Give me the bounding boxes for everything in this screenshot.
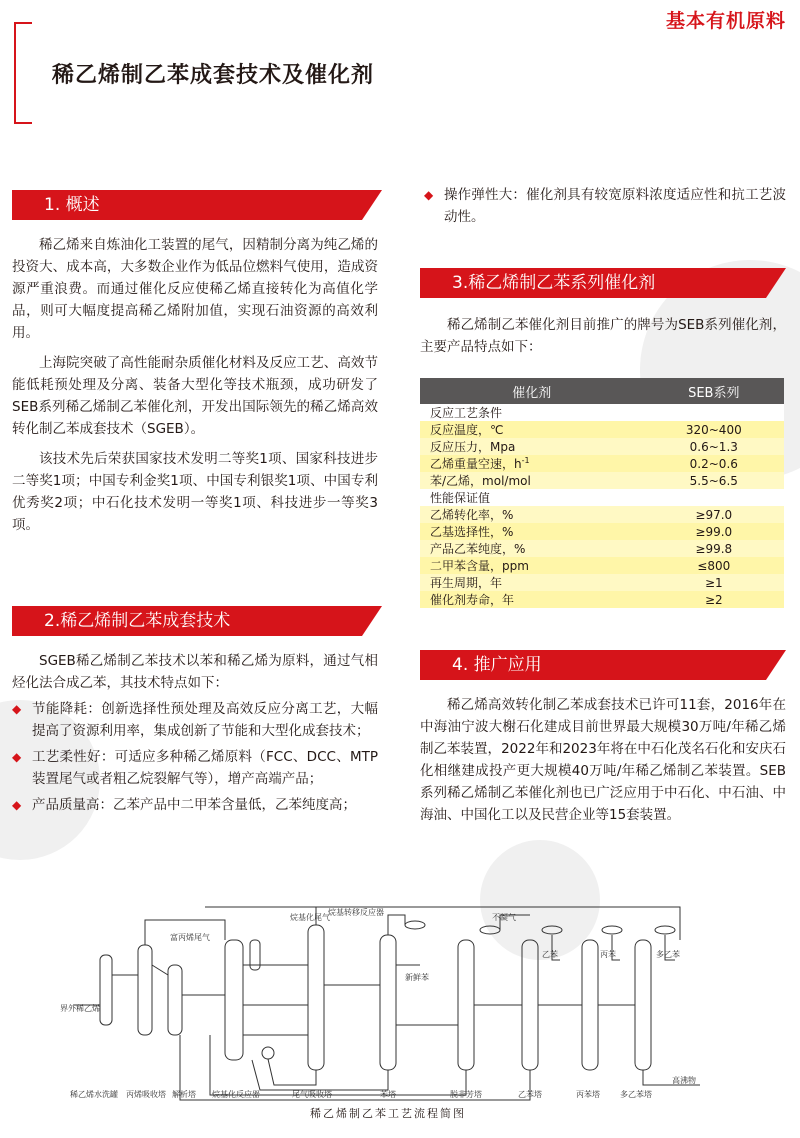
table-cell-value: ≤800	[644, 557, 784, 574]
table-cell-name: 反应压力，Mpa	[420, 438, 644, 455]
diagram-label-feed: 界外稀乙烯	[60, 1004, 100, 1013]
diagram-caption: 稀乙烯制乙苯工艺流程简图	[310, 1107, 466, 1120]
table-header-series: SEB系列	[644, 378, 784, 404]
table-row	[420, 421, 784, 438]
feature-bullet	[12, 698, 378, 742]
feature-bullet	[12, 746, 378, 790]
application-paragraph: 稀乙烯高效转化制乙苯成套技术已许可11套，2016年在中海油宁波大榭石化建成目前世界最大规模30万吨/年稀乙烯制乙苯装置，2022年和2023年将在中石化茂名石化和安庆石化相继建成投产更大规模40万吨/年稀乙烯制乙苯装置。SEB系列稀乙烯制乙苯催化剂也已广泛应用于中石化、中石油、中海油、中国化工以及民营企业等15套装置。	[420, 697, 786, 823]
process-flow-diagram	[60, 885, 750, 1125]
wash-drum-shape	[100, 955, 112, 1025]
dearom-column-shape	[458, 940, 474, 1070]
diagram-label-eb: 乙苯	[542, 950, 558, 959]
feature-bullet	[12, 794, 378, 816]
table-cell-value: ≥2	[644, 591, 784, 608]
section-heading-text: 2.稀乙烯制乙苯成套技术	[44, 611, 231, 631]
table-row	[420, 472, 784, 489]
table-group-label: 反应工艺条件	[420, 404, 784, 421]
table-row	[420, 591, 784, 608]
diagram-label-hb: 高沸物	[672, 1076, 696, 1085]
peb-column-shape	[635, 940, 651, 1070]
table-row	[420, 523, 784, 540]
section-heading-text: 3.稀乙烯制乙苯系列催化剂	[452, 273, 656, 293]
table-cell-value: 0.2~0.6	[644, 455, 784, 472]
table-cell-name: 二甲苯含量，ppm	[420, 557, 644, 574]
overview-paragraph: 稀乙烯来自炼油化工装置的尾气，因精制分离为纯乙烯的投资大、成本高，大多数企业作为低品位燃料气使用，造成资源严重浪费。而通过催化反应使稀乙烯直接转化为高值化学品，则可大幅度提高稀乙烯附加值，实现石油资源的高效利用。	[12, 237, 378, 341]
table-cell-name: 乙烯转化率，%	[420, 506, 644, 523]
table-cell-value: ≥99.0	[644, 523, 784, 540]
process-flow-svg	[60, 885, 750, 1125]
table-header-catalyst: 催化剂	[420, 378, 644, 404]
catalyst-intro-text: 稀乙烯制乙苯催化剂目前推广的牌号为SEB系列催化剂，主要产品特点如下：	[420, 317, 786, 355]
table-cell-name: 乙基选择性，%	[420, 523, 644, 540]
diamond-icon: ◆	[12, 798, 22, 812]
table-row	[420, 557, 784, 574]
feature-bullet	[424, 184, 786, 228]
section-heading-application	[420, 650, 766, 680]
table-cell-name: 产品乙苯纯度，%	[420, 540, 644, 557]
diagram-unit-label: 烷基化反应器	[212, 1090, 260, 1099]
feature-text: 工艺柔性好：可适应多种稀乙烯原料（FCC、DCC、MTP装置尾气或者粗乙烷裂解气等），增产高端产品；	[32, 749, 378, 787]
diagram-label-pb: 丙苯	[600, 950, 616, 959]
absorber-shape	[138, 945, 152, 1035]
pb-column-shape	[582, 940, 598, 1070]
overview-text	[12, 234, 378, 536]
table-header-row	[420, 378, 784, 404]
header-frame	[14, 22, 32, 124]
table-cell-name: 再生周期，年	[420, 574, 644, 591]
table-group-row	[420, 404, 784, 421]
category-label: 基本有机原料	[665, 10, 786, 32]
diagram-label-fresh-benzene: 新鲜苯	[405, 973, 429, 982]
table-cell-value: ≥97.0	[644, 506, 784, 523]
diagram-unit-label: 乙苯塔	[518, 1090, 542, 1099]
diamond-icon: ◆	[12, 750, 22, 764]
table-row	[420, 506, 784, 523]
feature-text: 节能降耗：创新选择性预处理及高效反应分离工艺，大幅提高了资源利用率，集成创新了节能和大型化成套技术；	[32, 701, 378, 739]
diagram-unit-label: 稀乙烯水洗罐	[70, 1090, 118, 1099]
table-cell-value: ≥99.8	[644, 540, 784, 557]
diagram-unit-label: 丙苯塔	[576, 1090, 600, 1099]
diagram-unit-label: 解析塔	[172, 1090, 196, 1099]
table-cell-name: 苯/乙烯，mol/mol	[420, 472, 644, 489]
technology-text-continued	[424, 184, 786, 228]
stripper-shape	[168, 965, 182, 1035]
feature-text: 产品质量高：乙苯产品中二甲苯含量低，乙苯纯度高；	[32, 797, 356, 813]
diagram-label-peb: 多乙苯	[656, 950, 680, 959]
technology-text	[12, 650, 378, 816]
table-cell-value: 0.6~1.3	[644, 438, 784, 455]
table-cell-value: 5.5~6.5	[644, 472, 784, 489]
table-row	[420, 574, 784, 591]
table-row	[420, 455, 784, 472]
table-group-row	[420, 489, 784, 506]
table-row	[420, 438, 784, 455]
table-cell-value: 320~400	[644, 421, 784, 438]
table-cell-name: 催化剂寿命，年	[420, 591, 644, 608]
tail-absorber-shape	[308, 925, 324, 1070]
section-heading-catalyst	[420, 268, 766, 298]
diagram-label-noncond: 不凝气	[492, 913, 516, 922]
diagram-unit-label: 尾气吸收塔	[292, 1090, 332, 1099]
section-heading-technology	[12, 606, 362, 636]
reactor-shape	[225, 940, 243, 1060]
diagram-label-offgas: 富丙烯尾气	[170, 933, 210, 942]
diagram-unit-label: 丙烯吸收塔	[126, 1090, 166, 1099]
diamond-icon: ◆	[424, 188, 434, 202]
catalyst-spec-table	[420, 378, 784, 608]
table-cell-name	[420, 455, 644, 472]
diamond-icon: ◆	[12, 702, 22, 716]
section-heading-text: 1. 概述	[44, 195, 100, 215]
feature-text: 操作弹性大：催化剂具有较宽原料浓度适应性和抗工艺波动性。	[444, 187, 786, 225]
table-cell-value: ≥1	[644, 574, 784, 591]
catalyst-intro	[420, 314, 786, 358]
section-heading-overview	[12, 190, 362, 220]
table-group-label: 性能保证值	[420, 489, 784, 506]
table-row	[420, 540, 784, 557]
diagram-unit-label: 多乙苯塔	[620, 1090, 652, 1099]
superscript: -1	[521, 456, 530, 465]
benzene-column-shape	[380, 935, 396, 1070]
table-cell-name: 反应温度，℃	[420, 421, 644, 438]
application-text	[420, 694, 786, 826]
table-cell-name-text: 乙烯重量空速，h	[430, 457, 522, 471]
diagram-unit-label: 苯塔	[380, 1090, 396, 1099]
diagram-label-alkyl-offgas: 烷基化尾气	[290, 913, 330, 922]
eb-column-shape	[522, 940, 538, 1070]
diagram-unit-label: 脱非芳塔	[450, 1090, 482, 1099]
overview-paragraph: 上海院突破了高性能耐杂质催化材料及反应工艺、高效节能低耗预处理及分离、装备大型化等技术瓶颈，成功研发了SEB系列稀乙烯制乙苯催化剂，开发出国际领先的稀乙烯高效转化制乙苯成套技术（SGEB）。	[12, 355, 378, 437]
diagram-label-transalk: 烷基转移反应器	[328, 908, 384, 917]
page-title: 稀乙烯制乙苯成套技术及催化剂	[52, 63, 375, 88]
overview-paragraph: 该技术先后荣获国家技术发明二等奖1项、国家科技进步二等奖1项；中国专利金奖1项、中国专利银奖1项、中国专利优秀奖2项；中石化技术发明一等奖1项、科技进步一等奖3项。	[12, 451, 378, 533]
section-heading-text: 4. 推广应用	[452, 655, 542, 675]
technology-intro: SGEB稀乙烯制乙苯技术以苯和稀乙烯为原料，通过气相烃化法合成乙苯，其技术特点如下：	[12, 653, 378, 691]
